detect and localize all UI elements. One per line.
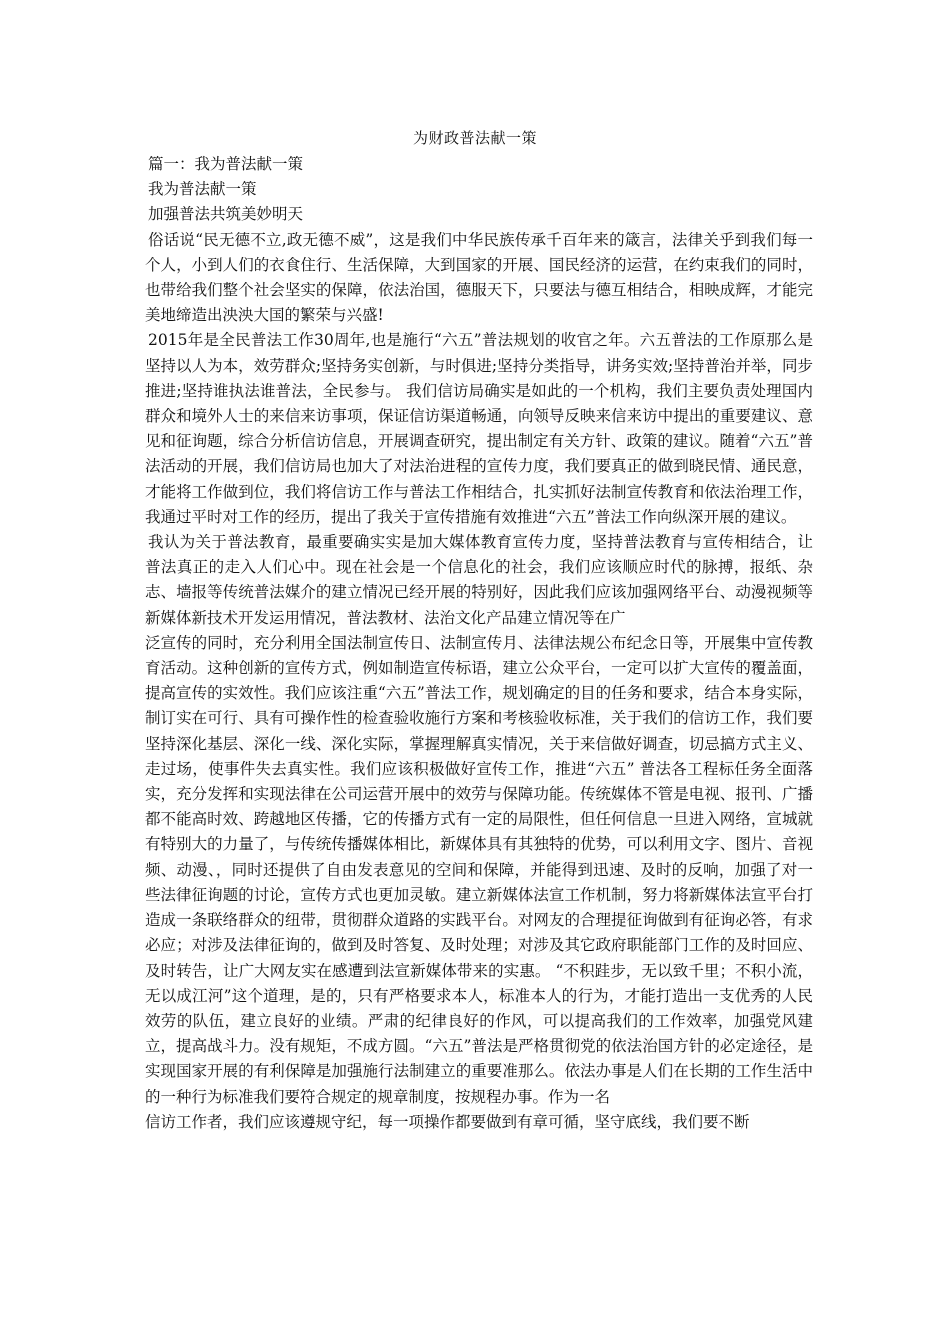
document-body — [145, 152, 813, 1135]
paragraph-media: 我认为关于普法教育，最重要确实实是加大媒体教育宣传力度，坚持普法教育与宣传相结合，让普法真正的走入人们心中。现在社会是一个信息化的社会，我们应该顺应时代的脉搏，报纸、杂志、墙报等传统普法媒介的建立情况已经开展的特别好，因此我们应该加强网络平台、动漫视频等新媒体新技术开发运用情况，普法教材、法治文化产品建立情况等在广 — [145, 533, 813, 627]
paragraph-final: 信访工作者，我们应该遵规守纪，每一项操作都要做到有章可循，坚守底线，我们要不断 — [145, 1112, 750, 1131]
paragraph-intro: 俗话说“民无德不立,政无德不威”，这是我们中华民族传承千百年来的箴言，法律关乎到我们每一个人，小到人们的衣食住行、生活保障，大到国家的开展、国民经济的运营，在约束我们的同时，也带给我们整个社会坚实的保障，依法治国，德服天下，只要法与德互相结合，相映成辉，才能完美地缔造出泱泱大国的繁荣与兴盛! — [145, 230, 813, 325]
document-title: 为财政普法献一策 — [412, 129, 537, 147]
article-title: 我为普法献一策 — [148, 180, 257, 199]
paragraph-2015: 2015年是全民普法工作30周年,也是施行“六五”普法规划的收官之年。六五普法的工作原那么是坚持以人为本，效劳群众;坚持务实创新，与时俱进;坚持分类指导，讲务实效;坚持普治并举，同步推进;坚持谁执法谁普法，全民参与。 我们信访局确实是如此的一个机构，我们主要负责处理国内群众和境外人士的来信来访事项，保证信访渠道畅通，向领导反映来信来访中提出的重要建议、意见和征询题，综合分析信访信息，开展调查研究，提出制定有关方针、政策的建议。随着“六五”普法活动的开展，我们信访局也加大了对法治进程的宣传力度，我们要真正的做到晓民情、通民意，才能将工作做到位，我们将信访工作与普法工作相结合，扎实抓好法制宣传教育和依法治理工作，我通过平时对工作的经历，提出了我关于宣传措施有效推进“六五”普法工作向纵深开展的建议。 — [145, 331, 813, 526]
article-subtitle: 加强普法共筑美妙明天 — [148, 205, 304, 224]
paragraph-continued: 泛宣传的同时，充分利用全国法制宣传日、法制宣传月、法律法规公布纪念日等，开展集中宣传教育活动。这种创新的宣传方式，例如制造宣传标语，建立公众平台，一定可以扩大宣传的覆盖面，提高宣传的实效性。我们应该注重“六五”普法工作，规划确定的目的任务和要求，结合本身实际，制订实在可行、具有可操作性的检查验收施行方案和考核验收标准，关于我们的信访工作，我们要坚持深化基层、深化一线、深化实际，掌握理解真实情况，关于来信做好调查，切忌搞方式主义、走过场，使事件失去真实性。我们应该积极做好宣传工作，推进“六五” 普法各工程标任务全面落实，充分发挥和实现法律在公司运营开展中的效劳与保障功能。传统媒体不管是电视、报刊、广播都不能高时效、跨越地区传播，它的传播方式有一定的局限性，但任何信息一旦进入网络，宣城就有特别大的力量了，与传统传播媒体相比，新媒体具有其独特的优势，可以利用文字、图片、音视频、动漫、，同时还提供了自由发表意见的空间和保障，并能得到迅速、及时的反响，加强了对一些法律征询题的讨论，宣传方式也更加灵敏。建立新媒体法宣工作机制，努力将新媒体法宣平台打造成一条联络群众的纽带，贯彻群众道路的实践平台。对网友的合理提征询做到有征询必答，有求必应；对涉及法律征询的，做到及时答复、及时处理；对涉及其它政府职能部门工作的及时回应、及时转告，让广大网友实在感遭到法宣新媒体带来的实惠。 “不积跬步，无以致千里；不积小流，无以成江河”这个道理，是的，只有严格要求本人，标准本人的行为，才能打造出一支优秀的人民效劳的队伍，建立良好的业绩。严肃的纪律良好的作风，可以提高我们的工作效率，加强党风建立，提高战斗力。没有规矩，不成方圆。“六五”普法是严格贯彻党的依法治国方针的必定途径，是实现国家开展的有利保障是加强施行法制建立的重要准那么。依法办事是人们在长期的工作生活中的一种行为标准我们要符合规定的规章制度，按规程办事。作为一名 — [145, 633, 813, 1106]
section-heading: 篇一：我为普法献一策 — [148, 155, 304, 173]
